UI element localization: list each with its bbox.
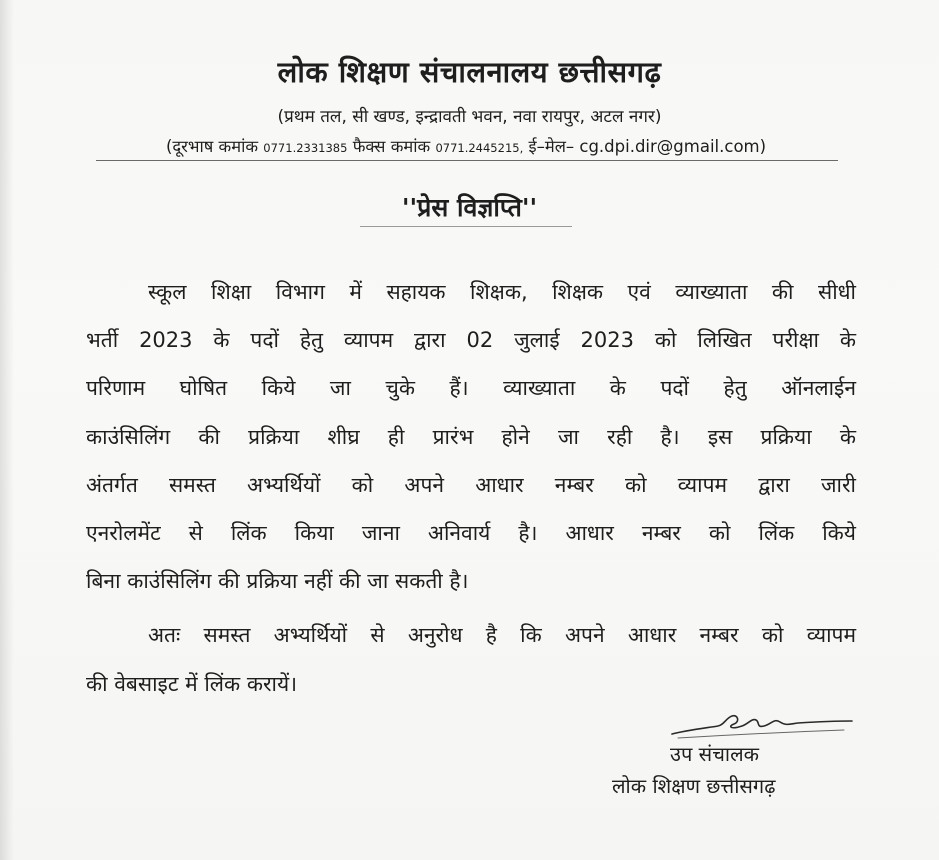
phone-label: (दूरभाष कमांक	[165, 137, 259, 156]
press-release-body	[86, 268, 856, 708]
signatory-designation: उप संचालक	[670, 742, 759, 766]
email-label: ई–मेल–	[528, 137, 575, 156]
fax-label: फैक्स कमांक	[352, 137, 431, 156]
signatory-office: लोक शिक्षण छत्तीसगढ़	[612, 774, 776, 798]
office-contact-line	[96, 134, 836, 157]
body-line: की वेबसाइट में लिंक करायें।	[86, 671, 298, 696]
body-line: अतः समस्त अभ्यर्थियों से अनुरोध है कि अपने आधार नम्बर को व्यापम	[148, 623, 856, 648]
body-line: एनरोलमेंट से लिंक किया जाना अनिवार्य है। आधार नम्बर को लिंक किये	[86, 520, 856, 545]
handwritten-signature	[668, 704, 858, 744]
header-divider	[96, 160, 838, 161]
body-line: अंतर्गत समस्त अभ्यर्थियों को अपने आधार नम्बर को व्यापम द्वारा जारी	[86, 472, 856, 497]
body-line: काउंसिलिंग की प्रक्रिया शीघ्र ही प्रारंभ होने जा रही है। इस प्रक्रिया के	[86, 424, 856, 449]
body-line: स्कूल शिक्षा विभाग में सहायक शिक्षक, शिक्षक एवं व्याख्याता की सीधी	[148, 280, 856, 304]
fax-number: 0771.2445215,	[435, 141, 524, 155]
office-title: लोक शिक्षण संचालनालय छत्तीसगढ़	[277, 55, 662, 89]
press-release-title: ''प्रेस विज्ञप्ति''	[401, 193, 538, 222]
page-edge-shadow	[0, 0, 14, 860]
email-address: cg.dpi.dir@gmail.com)	[579, 137, 767, 156]
body-line: परिणाम घोषित किये जा चुके हैं। व्याख्याता के पदों हेतु ऑनलाईन	[86, 376, 856, 401]
phone-number: 0771.2331385	[263, 141, 348, 155]
press-release-title-underline	[360, 226, 572, 227]
body-line: बिना काउंसिलिंग की प्रक्रिया नहीं की जा सकती है।	[86, 569, 469, 594]
office-address: (प्रथम तल, सी खण्ड, इन्द्रावती भवन, नवा रायपुर, अटल नगर)	[277, 107, 662, 127]
body-line: भर्ती 2023 के पदों हेतु व्यापम द्वारा 02 जुलाई 2023 को लिखित परीक्षा के	[86, 328, 856, 353]
